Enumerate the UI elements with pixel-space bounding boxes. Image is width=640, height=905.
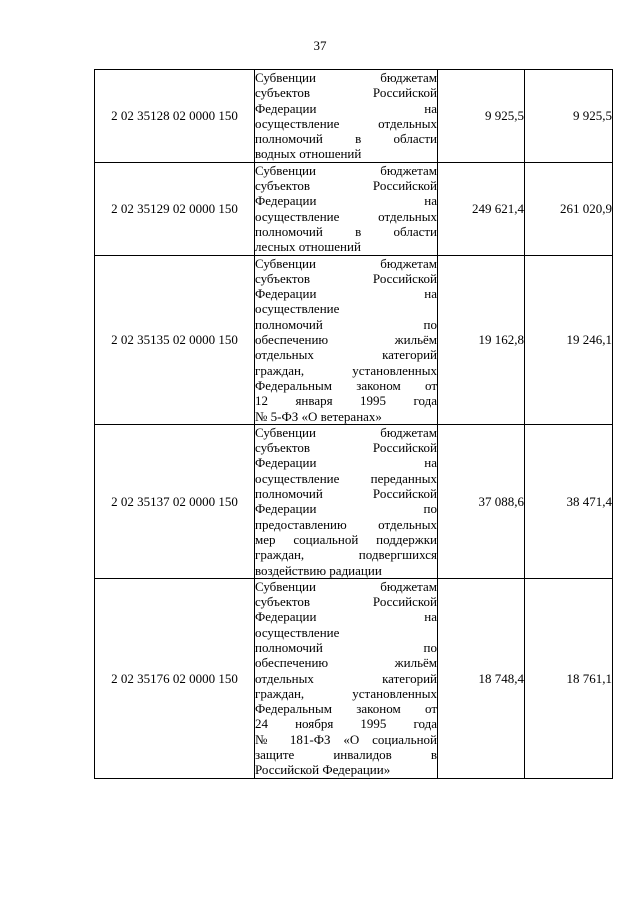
amount-cell-1: 37 088,6 [438,424,525,578]
description-line: предоставлению отдельных [255,516,437,532]
table-row [95,70,613,163]
description-line: Федерации по [255,501,437,517]
page-number: 37 [313,38,327,53]
description-line: Федерации на [255,286,437,302]
description-line: полномочий по [255,639,437,655]
description-line: осуществление отдельных [255,115,437,131]
description-line: граждан, установленных [255,685,437,701]
description-line: Федерации на [255,193,437,209]
amount-cell-1: 19 162,8 [438,255,525,424]
description-line: осуществление отдельных [255,208,437,224]
amount-cell-1: 18 748,4 [438,578,525,778]
description-line: субъектов Российской [255,440,437,456]
amount-cell-1: 249 621,4 [438,162,525,255]
description-line: полномочий в области [255,223,437,239]
amount-cell-2: 38 471,4 [525,424,613,578]
table-row [95,424,613,578]
description-line: 12 января 1995 года [255,393,437,409]
description-line: Федерации на [255,455,437,471]
description-cell [255,578,438,778]
description-line: граждан, подвергшихся [255,547,437,563]
description-line: Федерации на [255,100,437,116]
description-line: Субвенции бюджетам [255,70,437,85]
description-cell [255,70,438,163]
budget-code-cell: 2 02 35137 02 0000 150 [95,424,255,578]
description-line: Субвенции бюджетам [255,424,437,440]
description-line: № 5-ФЗ «О ветеранах» [255,408,382,424]
budget-code-cell: 2 02 35128 02 0000 150 [95,70,255,163]
description-cell [255,255,438,424]
description-line: полномочий по [255,316,437,332]
description-line: Федерации на [255,609,437,625]
description-line: Субвенции бюджетам [255,255,437,271]
description-line: осуществление [255,624,340,640]
table-row [95,255,613,424]
budget-table-body [95,70,613,779]
amount-cell-2: 18 761,1 [525,578,613,778]
description-line: граждан, установленных [255,362,437,378]
description-line: субъектов Российской [255,270,437,286]
budget-code-cell: 2 02 35135 02 0000 150 [95,255,255,424]
description-line: осуществление переданных [255,470,437,486]
description-line: мер социальной поддержки [255,531,437,547]
description-line: субъектов Российской [255,85,437,101]
description-line: Федеральным законом от [255,377,437,393]
description-line: отдельных категорий [255,347,437,363]
description-line: субъектов Российской [255,178,437,194]
description-line: субъектов Российской [255,594,437,610]
description-line: Российской Федерации» [255,762,391,778]
description-cell [255,162,438,255]
description-line: Субвенции бюджетам [255,578,437,594]
description-line: водных отношений [255,146,362,162]
description-line: обеспечению жильём [255,332,437,348]
description-line: Федеральным законом от [255,701,437,717]
budget-code-cell: 2 02 35129 02 0000 150 [95,162,255,255]
budget-table [94,69,613,779]
description-line: 24 ноября 1995 года [255,716,437,732]
description-line: Субвенции бюджетам [255,162,437,178]
description-line: обеспечению жильём [255,655,437,671]
table-row [95,162,613,255]
description-line: № 181-ФЗ «О социальной [255,731,437,747]
description-line: полномочий в области [255,131,437,147]
budget-code-cell: 2 02 35176 02 0000 150 [95,578,255,778]
description-cell [255,424,438,578]
description-line: воздействию радиации [255,562,382,578]
description-line: полномочий Российской [255,486,437,502]
description-line: защите инвалидов в [255,747,437,763]
amount-cell-2: 9 925,5 [525,70,613,163]
description-line: осуществление [255,301,340,317]
table-row [95,578,613,778]
description-line: лесных отношений [255,239,361,255]
description-line: отдельных категорий [255,670,437,686]
amount-cell-1: 9 925,5 [438,70,525,163]
amount-cell-2: 19 246,1 [525,255,613,424]
amount-cell-2: 261 020,9 [525,162,613,255]
